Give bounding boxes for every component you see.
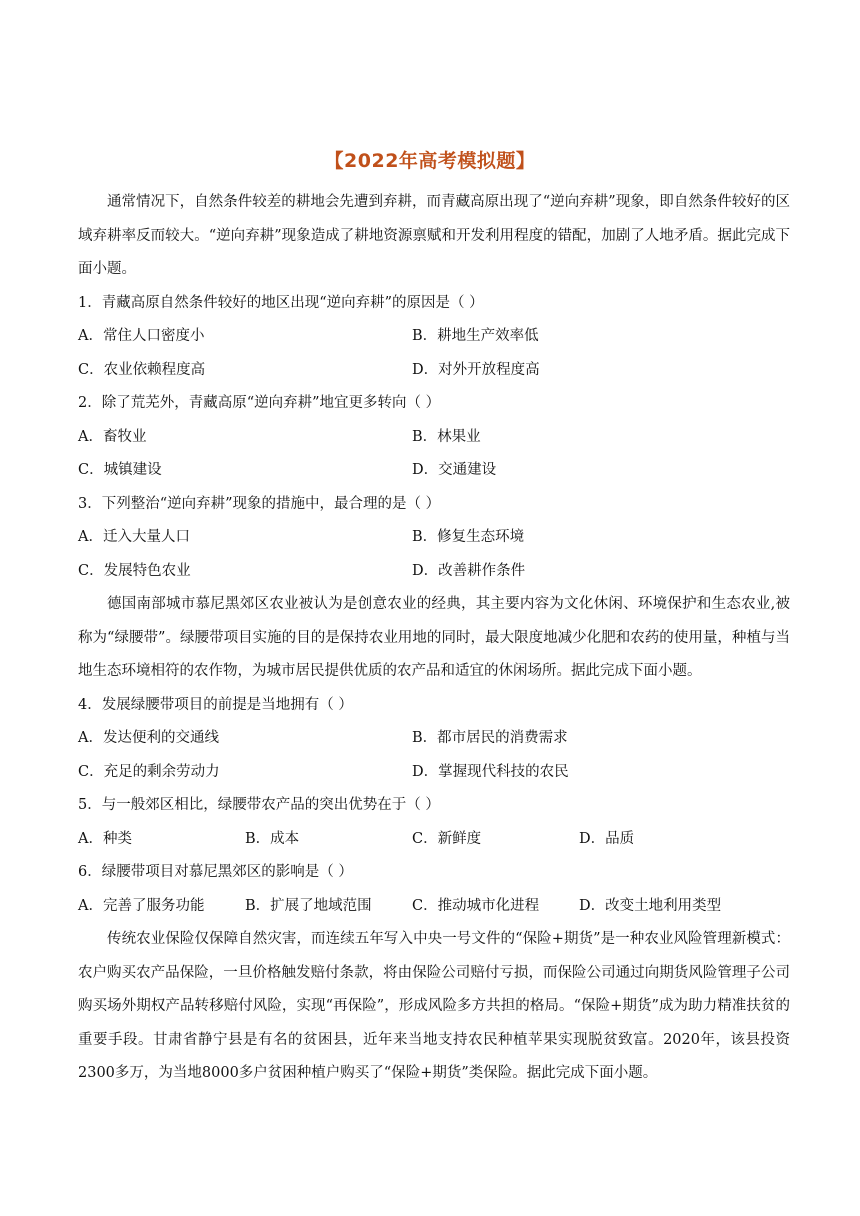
option-grid	[78, 722, 790, 789]
question-1	[78, 287, 790, 388]
option-d: D．品质	[579, 830, 635, 847]
option-b: B．耕地生产效率低	[412, 328, 539, 344]
option-b: B．修复生态环境	[412, 529, 525, 545]
option-c: C．推动城市化进程	[412, 897, 540, 914]
option-a: A．畜牧业	[78, 428, 147, 445]
passage-3: 传统农业保险仅保障自然灾害，而连续五年写入中央一号文件的“保险+期货”是一种农业风险管理新模式：农户购买农产品保险，一旦价格触发赔付条款，将由保险公司赔付亏损，而保险公司通过向期货风险管理子公司购买场外期权产品转移赔付风险，实现“再保险”，形成风险多方共担的格局。“保险+期货”成为助力精准扶贫的重要手段。甘肃省静宁县是有名的贫困县，近年来当地支持农民种植苹果实现脱贫致富。2020年，该县投资2300多万，为当地8000多户贫困种植户购买了“保险+期货”类保险。据此完成下面小题。	[78, 931, 790, 1081]
question-5	[78, 789, 790, 856]
passage-2: 德国南部城市慕尼黑郊区农业被认为是创意农业的经典，其主要内容为文化休闲、环境保护和生态农业,被称为“绿腰带”。绿腰带项目实施的目的是保持农业用地的同时，最大限度地减少化肥和农药的使用量，种植与当地生态环境相符的农作物，为城市居民提供优质的农产品和适宜的休闲场所。据此完成下面小题。	[78, 596, 790, 679]
page-title: 【2022年高考模拟题】	[324, 150, 536, 172]
question-stem: 4．发展绿腰带项目的前提是当地拥有（ ）	[78, 696, 353, 713]
question-4	[78, 689, 790, 790]
option-c: C．新鲜度	[412, 830, 482, 847]
document-body	[78, 186, 790, 1091]
option-c: C．农业依赖程度高	[78, 361, 206, 378]
option-a: A．完善了服务功能	[78, 897, 205, 914]
question-stem: 2．除了荒芜外，青藏高原“逆向弃耕”地宜更多转向（ ）	[78, 395, 441, 411]
option-grid	[78, 823, 790, 857]
option-d: D．改变土地利用类型	[579, 897, 722, 914]
option-d: D．掌握现代科技的农民	[412, 763, 569, 780]
option-d: D．交通建设	[412, 462, 497, 478]
option-a: A．种类	[78, 830, 132, 847]
option-a: A．常住人口密度小	[78, 328, 205, 344]
question-stem: 6．绿腰带项目对慕尼黑郊区的影响是（ ）	[78, 864, 353, 880]
option-c: C．充足的剩余劳动力	[78, 763, 220, 780]
passage-1: 通常情况下，自然条件较差的耕地会先遭到弃耕，而青藏高原出现了“逆向弃耕”现象，即自然条件较好的区域弃耕率反而较大。“逆向弃耕”现象造成了耕地资源禀赋和开发利用程度的错配，加剧了人地矛盾。据此完成下面小题。	[78, 194, 790, 277]
question-3	[78, 488, 790, 589]
option-c: C．发展特色农业	[78, 562, 191, 579]
option-b: B．成本	[245, 830, 300, 847]
option-a: A．迁入大量人口	[78, 529, 190, 545]
option-a: A．发达便利的交通线	[78, 730, 219, 746]
option-b: B．扩展了地域范围	[245, 897, 372, 914]
option-c: C．城镇建设	[78, 462, 162, 478]
question-6	[78, 856, 790, 923]
question-2	[78, 387, 790, 488]
option-d: D．改善耕作条件	[412, 562, 526, 579]
option-grid	[78, 320, 790, 387]
question-stem: 3．下列整治“逆向弃耕”现象的措施中，最合理的是（ ）	[78, 495, 441, 512]
option-grid	[78, 521, 790, 588]
option-d: D．对外开放程度高	[412, 361, 540, 378]
question-stem: 1．青藏高原自然条件较好的地区出现“逆向弃耕”的原因是（ ）	[78, 294, 484, 311]
option-grid	[78, 890, 790, 924]
option-b: B．都市居民的消费需求	[412, 730, 568, 746]
question-stem: 5．与一般郊区相比，绿腰带农产品的突出优势在于（ ）	[78, 797, 440, 813]
option-b: B．林果业	[412, 428, 481, 445]
option-grid	[78, 421, 790, 488]
